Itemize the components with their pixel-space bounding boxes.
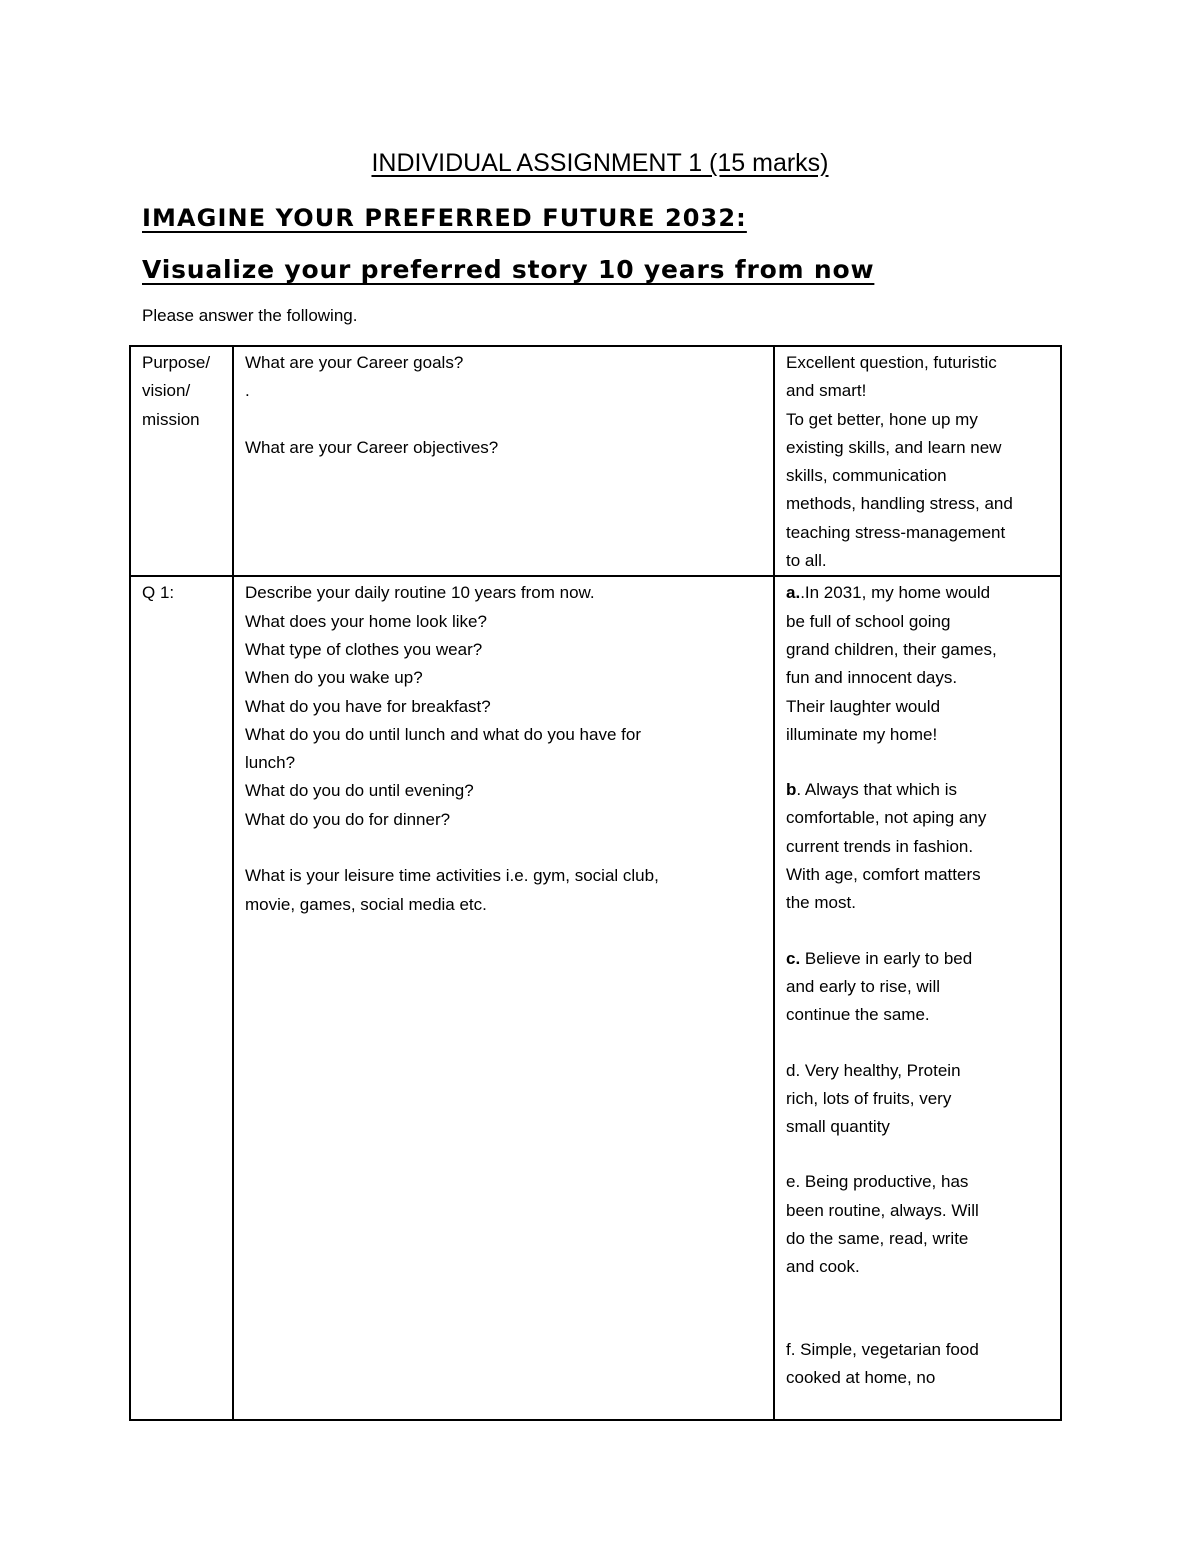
answer-text: cooked at home, no — [786, 1367, 936, 1387]
label-line: vision/ — [142, 381, 191, 401]
answer-text: Believe in early to bed — [800, 948, 973, 968]
question-line: What do you do until lunch and what do you have for — [245, 724, 641, 744]
assignment-title: INDIVIDUAL ASSIGNMENT 1 (15 marks) — [371, 149, 829, 177]
answer-letter: d. — [786, 1060, 801, 1080]
answer-letter: c. — [786, 948, 801, 968]
answer-letter: f. — [786, 1339, 796, 1359]
answer-line: skills, communication — [786, 466, 947, 486]
leisure-question-line: movie, games, social media etc. — [245, 894, 487, 914]
answer-letter: a. — [786, 583, 801, 603]
answer-text: . Always that which is — [796, 780, 958, 800]
answer-text: been routine, always. Will — [786, 1200, 979, 1220]
question-line: What do you have for breakfast? — [245, 696, 491, 716]
label-line: mission — [142, 409, 200, 429]
answer-text: comfortable, not aping any — [786, 808, 987, 828]
leisure-question-line: What is your leisure time activities i.e. gym, social club, — [245, 866, 659, 886]
question-line: When do you wake up? — [245, 668, 423, 688]
assignment-table — [129, 345, 1062, 1421]
answer-text: Very healthy, Protein — [800, 1060, 961, 1080]
answer-b — [786, 776, 1050, 917]
instructions-text: Please answer the following. — [142, 306, 358, 325]
question-line: What do you do for dinner? — [245, 809, 451, 829]
career-goals-question: What are your Career goals? — [245, 353, 464, 372]
question-line: What type of clothes you wear? — [245, 639, 483, 659]
answer-line: to all. — [786, 551, 827, 571]
career-objectives-question: What are your Career objectives? — [245, 437, 499, 457]
answer-f — [786, 1336, 1050, 1393]
answer-text: small quantity — [786, 1117, 890, 1137]
answer-text: Their laughter would — [786, 696, 941, 716]
row-label-q1 — [130, 576, 233, 1420]
answer-text: fun and innocent days. — [786, 668, 958, 688]
answer-text: Being productive, has — [800, 1172, 969, 1192]
spacer — [245, 406, 763, 434]
answer-text: the most. — [786, 893, 856, 913]
answer-text: grand children, their games, — [786, 639, 997, 659]
spacer — [245, 834, 763, 862]
question-line: lunch? — [245, 753, 296, 773]
daily-routine-answers-cell — [774, 576, 1061, 1420]
main-heading: IMAGINE YOUR PREFERRED FUTURE 2032: — [142, 204, 747, 232]
answer-line: methods, handling stress, and — [786, 494, 1013, 514]
question-line: What do you do until evening? — [245, 781, 474, 801]
answer-c — [786, 945, 1050, 1030]
answer-text: rich, lots of fruits, very — [786, 1088, 952, 1108]
answer-text: continue the same. — [786, 1005, 930, 1025]
answer-e — [786, 1168, 1050, 1281]
question-number: Q 1: — [142, 583, 175, 603]
answer-text: be full of school going — [786, 611, 951, 631]
answer-placeholder-dot: . — [245, 381, 250, 401]
question-line: Describe your daily routine 10 years from now. — [245, 583, 595, 603]
answer-text: and cook. — [786, 1257, 860, 1277]
answer-line: teaching stress-management — [786, 522, 1006, 542]
table-row — [130, 346, 1061, 576]
answer-text: illuminate my home! — [786, 724, 938, 744]
answer-letter: b — [786, 780, 797, 800]
sub-heading: Visualize your preferred story 10 years from now — [142, 255, 875, 284]
answer-text: current trends in fashion. — [786, 836, 974, 856]
answer-text: and early to rise, will — [786, 976, 941, 996]
row-label-purpose — [130, 346, 233, 576]
question-line: What does your home look like? — [245, 611, 487, 631]
answer-a — [786, 579, 1050, 749]
answer-d — [786, 1057, 1050, 1142]
table-row — [130, 576, 1061, 1420]
answer-line: and smart! — [786, 381, 867, 401]
daily-routine-questions-cell — [233, 576, 774, 1420]
answer-line: To get better, hone up my — [786, 409, 978, 429]
career-questions-cell — [233, 346, 774, 576]
answer-text: With age, comfort matters — [786, 865, 981, 885]
answer-line: Excellent question, futuristic — [786, 353, 997, 372]
answer-text: Simple, vegetarian food — [795, 1339, 979, 1359]
answer-text: .In 2031, my home would — [800, 583, 991, 603]
answer-text: do the same, read, write — [786, 1229, 969, 1249]
label-line: Purpose/ — [142, 353, 211, 372]
answer-line: existing skills, and learn new — [786, 437, 1002, 457]
answer-letter: e. — [786, 1172, 801, 1192]
career-answer-cell — [774, 346, 1061, 576]
